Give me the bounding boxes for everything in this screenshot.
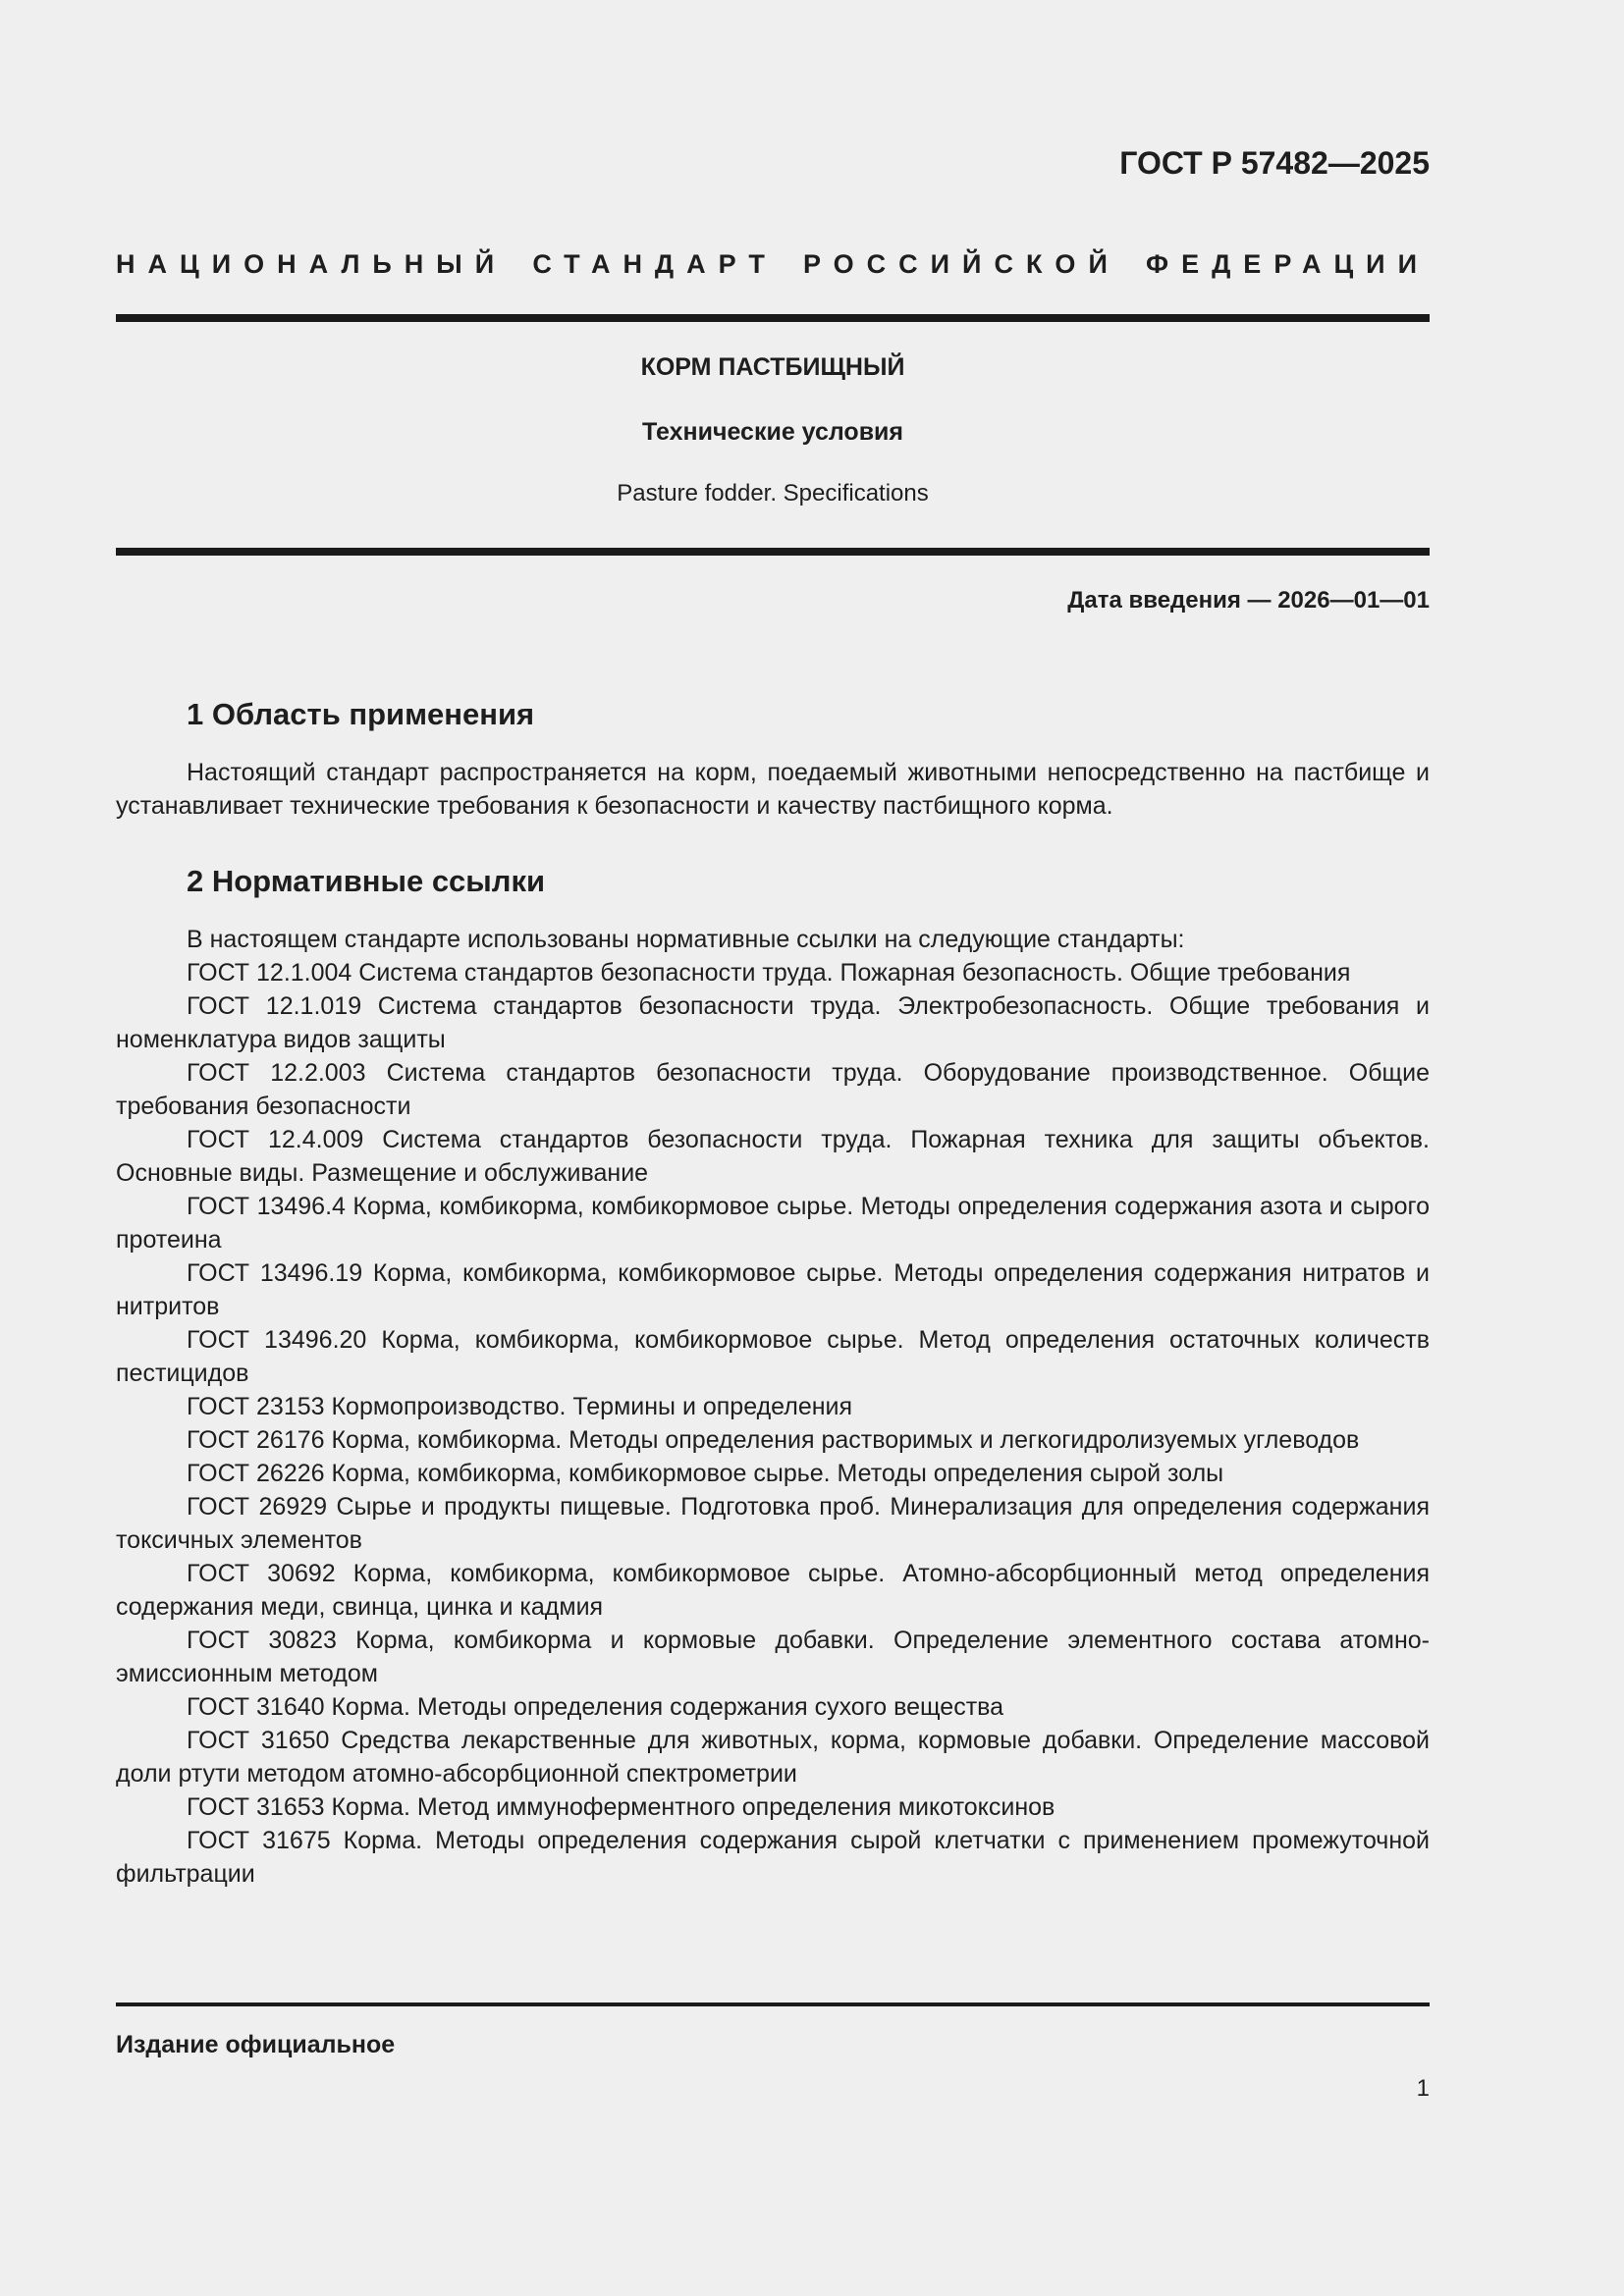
title-divider (116, 548, 1430, 556)
reference-item: ГОСТ 31650 Средства лекарственные для животных, корма, кормовые добавки. Определение массовой доли ртути методом атомно-абсорбционной спектрометрии (116, 1727, 1430, 1788)
national-standard-header: НАЦИОНАЛЬНЫЙ СТАНДАРТ РОССИЙСКОЙ ФЕДЕРАЦИИ (116, 249, 1430, 279)
section-1-body (116, 756, 1430, 823)
introduction-date: Дата введения — 2026—01—01 (1067, 587, 1430, 614)
section-1-heading: 1 Область применения (187, 697, 535, 731)
document-title: КОРМ ПАСТБИЩНЫЙ (640, 353, 905, 381)
document-subtitle: Технические условия (641, 418, 904, 446)
reference-item: ГОСТ 12.4.009 Система стандартов безопасности труда. Пожарная техника для защиты объектов. Основные виды. Размещение и обслуживание (116, 1126, 1430, 1187)
official-edition-label: Издание официальное (116, 2031, 396, 2058)
reference-item: ГОСТ 31653 Корма. Метод иммуноферментного определения микотоксинов (187, 1793, 1056, 1821)
reference-item: ГОСТ 31675 Корма. Методы определения содержания сырой клетчатки с применением промежуточной фильтрации (116, 1827, 1430, 1888)
reference-item: ГОСТ 31640 Корма. Методы определения содержания сухого вещества (187, 1693, 1004, 1721)
reference-item: ГОСТ 30823 Корма, комбикорма и кормовые добавки. Определение элементного состава атомно-эмиссионным методом (116, 1627, 1430, 1687)
section-2-body (116, 923, 1430, 1891)
reference-item: ГОСТ 12.2.003 Система стандартов безопасности труда. Оборудование производственное. Общие требования безопасности (116, 1059, 1430, 1120)
reference-item: ГОСТ 12.1.004 Система стандартов безопасности труда. Пожарная безопасность. Общие требования (187, 959, 1351, 987)
standard-designation: ГОСТ Р 57482—2025 (1119, 145, 1430, 181)
reference-item: ГОСТ 30692 Корма, комбикорма, комбикормовое сырье. Атомно-абсорбционный метод определения содержания меди, свинца, цинка и кадмия (116, 1560, 1430, 1621)
reference-item: ГОСТ 12.1.019 Система стандартов безопасности труда. Электробезопасность. Общие требования и номенклатура видов защиты (116, 992, 1430, 1053)
section-1-text: Настоящий стандарт распространяется на корм, поедаемый животными непосредственно на пастбище и устанавливает технические требования к безопасности и качеству пастбищного корма. (116, 759, 1430, 820)
reference-item: ГОСТ 13496.19 Корма, комбикорма, комбикормовое сырье. Методы определения содержания нитратов и нитритов (116, 1259, 1430, 1320)
header-divider (116, 314, 1430, 322)
reference-item: ГОСТ 23153 Кормопроизводство. Термины и определения (187, 1393, 853, 1420)
footer-divider (116, 2002, 1430, 2006)
section-2-intro: В настоящем стандарте использованы нормативные ссылки на следующие стандарты: (187, 926, 1185, 953)
section-2-heading: 2 Нормативные ссылки (187, 864, 546, 898)
english-title: Pasture fodder. Specifications (617, 480, 929, 507)
reference-item: ГОСТ 13496.4 Корма, комбикорма, комбикормовое сырье. Методы определения содержания азота и сырого протеина (116, 1193, 1430, 1254)
reference-item: ГОСТ 26929 Сырье и продукты пищевые. Подготовка проб. Минерализация для определения содержания токсичных элементов (116, 1493, 1430, 1554)
reference-item: ГОСТ 13496.20 Корма, комбикорма, комбикормовое сырье. Метод определения остаточных количеств пестицидов (116, 1326, 1430, 1387)
reference-item: ГОСТ 26176 Корма, комбикорма. Методы определения растворимых и легкогидролизуемых углеводов (187, 1426, 1360, 1454)
reference-item: ГОСТ 26226 Корма, комбикорма, комбикормовое сырье. Методы определения сырой золы (187, 1460, 1224, 1487)
page-number: 1 (1416, 2075, 1430, 2102)
